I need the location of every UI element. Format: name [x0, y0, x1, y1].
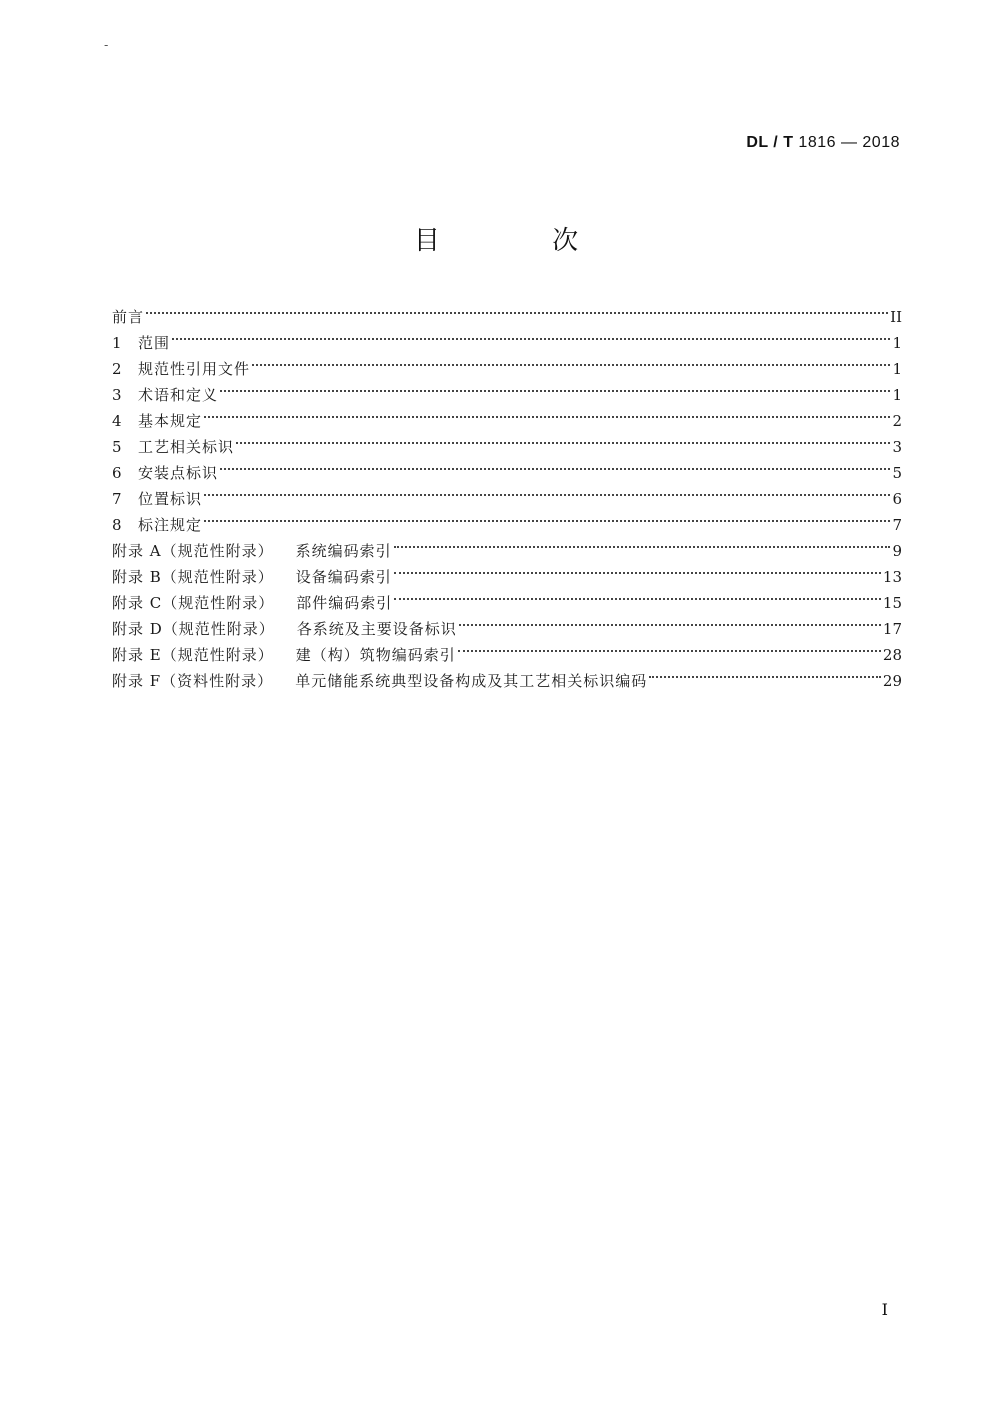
toc-entry[interactable]	[112, 616, 902, 642]
toc-entry[interactable]	[112, 590, 902, 616]
toc-dot-leader	[220, 468, 890, 470]
standard-code: 1816 — 2018	[798, 134, 900, 151]
toc-entry[interactable]	[112, 382, 902, 408]
toc-dot-leader	[394, 572, 881, 574]
toc-page-number: 15	[882, 594, 902, 612]
toc-page-number: 1	[892, 386, 902, 404]
toc-page-number: 29	[882, 672, 902, 690]
toc-dot-leader	[394, 598, 881, 600]
toc-page-number: 13	[882, 568, 902, 586]
toc-section-number: 8	[112, 516, 122, 534]
toc-title: 目 次	[413, 226, 631, 256]
toc-entry-title: 各系统及主要设备标识	[296, 620, 457, 638]
toc-entry-title: 建（构）筑物编码索引	[295, 646, 456, 664]
toc-entry-title: 安装点标识	[138, 464, 219, 482]
toc-dot-leader	[204, 520, 890, 522]
toc-dot-leader	[458, 650, 881, 652]
toc-entry[interactable]	[112, 460, 902, 486]
standard-prefix: DL / T	[746, 134, 794, 151]
toc-entry[interactable]	[112, 642, 902, 668]
toc-dot-leader	[252, 364, 890, 366]
toc-entry-title: 设备编码索引	[295, 568, 392, 586]
toc-dot-leader	[204, 494, 890, 496]
toc-page-number: 9	[892, 542, 902, 560]
toc-page-number: II	[890, 308, 902, 326]
toc-appendix-label: 附录 A（规范性附录）	[112, 542, 274, 560]
toc-page-number: 3	[892, 438, 902, 456]
toc-appendix-label: 附录 E（规范性附录）	[112, 646, 274, 664]
toc-entry[interactable]	[112, 330, 902, 356]
toc-dot-leader	[649, 676, 881, 678]
toc-dot-leader	[146, 312, 888, 314]
toc-dot-leader	[220, 390, 890, 392]
toc-entry[interactable]	[112, 538, 902, 564]
toc-page-number: 1	[892, 360, 902, 378]
toc-entry-title: 规范性引用文件	[138, 360, 251, 378]
toc-section-number: 6	[112, 464, 122, 482]
toc-section-number: 7	[112, 490, 122, 508]
toc-entry-title: 位置标识	[138, 490, 203, 508]
toc-dot-leader	[394, 546, 891, 548]
toc-appendix-label: 附录 F（资料性附录）	[112, 672, 274, 690]
toc-entry-title: 系统编码索引	[295, 542, 392, 560]
standard-number	[746, 134, 900, 152]
toc-page-number: 6	[892, 490, 902, 508]
toc-appendix-label: 附录 D（规范性附录）	[112, 620, 275, 638]
toc-dot-leader	[204, 416, 890, 418]
table-of-contents	[112, 304, 902, 694]
toc-entry-title: 工艺相关标识	[138, 438, 235, 456]
toc-entry[interactable]	[112, 486, 902, 512]
toc-entry-title: 部件编码索引	[296, 594, 393, 612]
toc-dot-leader	[459, 624, 881, 626]
toc-page-number: 28	[882, 646, 902, 664]
toc-entry[interactable]	[112, 356, 902, 382]
toc-entry-title: 标注规定	[138, 516, 203, 534]
toc-entry[interactable]	[112, 408, 902, 434]
toc-page-number: 2	[892, 412, 902, 430]
toc-section-number: 2	[112, 360, 122, 378]
toc-appendix-label: 附录 B（规范性附录）	[112, 568, 274, 586]
corner-mark: -	[104, 38, 109, 52]
toc-entry-title: 范围	[138, 334, 171, 352]
toc-section-number: 4	[112, 412, 122, 430]
toc-entry[interactable]	[112, 564, 902, 590]
toc-entry[interactable]	[112, 434, 902, 460]
toc-entry-title: 术语和定义	[138, 386, 219, 404]
toc-page-number: 17	[882, 620, 902, 638]
toc-page-number: 7	[892, 516, 902, 534]
toc-entry[interactable]	[112, 304, 902, 330]
toc-entry-title: 前言	[112, 308, 145, 326]
toc-entry-title: 单元储能系统典型设备构成及其工艺相关标识编码	[295, 672, 648, 690]
toc-page-number: 1	[892, 334, 902, 352]
toc-appendix-label: 附录 C（规范性附录）	[112, 594, 275, 612]
toc-entry[interactable]	[112, 512, 902, 538]
toc-entry[interactable]	[112, 668, 902, 694]
toc-dot-leader	[172, 338, 890, 340]
toc-section-number: 1	[112, 334, 122, 352]
page-number: I	[881, 1300, 888, 1319]
toc-section-number: 3	[112, 386, 122, 404]
toc-dot-leader	[236, 442, 890, 444]
toc-page-number: 5	[892, 464, 902, 482]
toc-entry-title: 基本规定	[138, 412, 203, 430]
toc-section-number: 5	[112, 438, 122, 456]
